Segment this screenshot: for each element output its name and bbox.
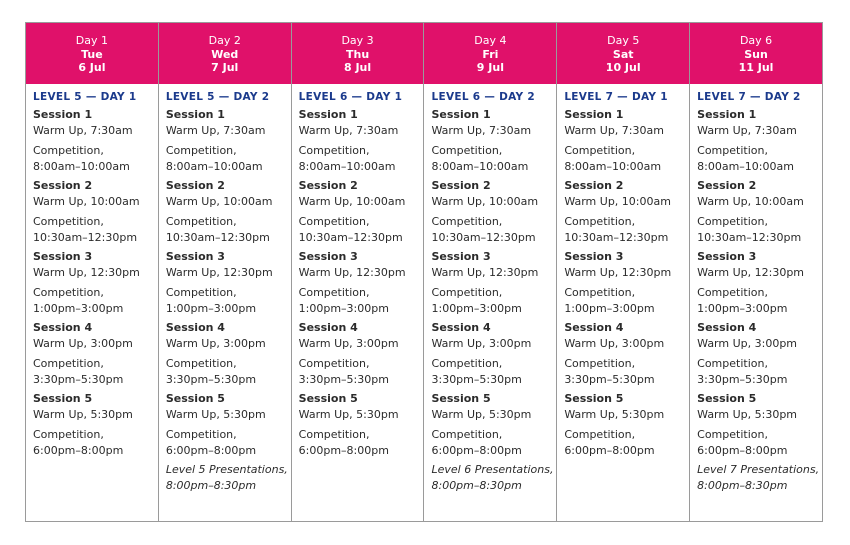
session-block: [166, 107, 291, 175]
session-block: [33, 249, 158, 317]
competition-label: Competition,: [165, 357, 237, 370]
session-name: Session 4: [697, 321, 757, 334]
competition-time: 8:00am–10:00am: [564, 160, 662, 173]
competition-time: 10:30am–12:30pm: [298, 231, 403, 244]
session-name: Session 2: [697, 179, 757, 192]
session-name: Session 1: [697, 108, 757, 121]
session-name: Session 3: [697, 250, 757, 263]
competition-label: Competition,: [564, 215, 636, 228]
day-label: Day 3: [341, 34, 374, 47]
warmup-time: Warm Up, 7:30am: [33, 124, 133, 137]
warmup-time: Warm Up, 10:00am: [165, 195, 273, 208]
session-name: Session 5: [697, 392, 757, 405]
session-block: [697, 249, 822, 317]
session-block: [431, 249, 556, 317]
date-label: 10 Jul: [605, 61, 641, 74]
competition-time: 10:30am–12:30pm: [564, 231, 669, 244]
date-label: 6 Jul: [78, 61, 106, 74]
presentations-note: [431, 462, 556, 494]
presentations-line: Level 7 Presentations,: [697, 463, 820, 476]
presentations-line: Level 5 Presentations,: [165, 463, 288, 476]
day-column: [26, 23, 158, 521]
weekday-label: Thu: [345, 47, 370, 61]
session-block: [33, 107, 158, 175]
competition-time: 3:30pm–5:30pm: [564, 373, 655, 386]
session-name: Session 1: [298, 108, 358, 121]
session-name: Session 3: [564, 250, 624, 263]
day-label: Day 6: [739, 34, 773, 47]
competition-label: Competition,: [33, 144, 104, 157]
session-name: Session 4: [165, 321, 225, 334]
day-header: [557, 23, 689, 84]
session-block: [431, 107, 556, 175]
day-body: [424, 84, 556, 494]
competition-time: 1:00pm–3:00pm: [165, 302, 257, 315]
competition-time: 8:00am–10:00am: [431, 160, 529, 173]
session-block: [431, 178, 556, 246]
level-heading: LEVEL 6 — DAY 2: [431, 91, 536, 103]
competition-label: Competition,: [165, 215, 237, 228]
competition-time: 3:30pm–5:30pm: [697, 373, 788, 386]
day-body: [159, 84, 291, 494]
competition-time: 10:30am–12:30pm: [431, 231, 536, 244]
competition-time: 8:00am–10:00am: [697, 160, 794, 173]
day-body: [690, 84, 822, 494]
competition-time: 8:00am–10:00am: [165, 160, 263, 173]
warmup-time: Warm Up, 10:00am: [33, 195, 140, 208]
presentations-line: 8:00pm–8:30pm: [165, 479, 257, 492]
session-block: [33, 178, 158, 246]
presentations-note: [166, 462, 291, 494]
session-name: Session 5: [298, 392, 358, 405]
session-name: Session 2: [33, 179, 93, 192]
date-label: 9 Jul: [476, 61, 504, 74]
warmup-time: Warm Up, 7:30am: [165, 124, 266, 137]
competition-time: 8:00am–10:00am: [298, 160, 396, 173]
warmup-time: Warm Up, 12:30pm: [697, 266, 805, 279]
competition-label: Competition,: [298, 144, 370, 157]
competition-label: Competition,: [564, 357, 636, 370]
session-name: Session 3: [298, 250, 358, 263]
day-header: [292, 23, 424, 84]
competition-label: Competition,: [165, 144, 237, 157]
competition-label: Competition,: [298, 286, 370, 299]
day-column: [689, 23, 822, 521]
competition-label: Competition,: [431, 428, 503, 441]
competition-time: 1:00pm–3:00pm: [564, 302, 655, 315]
competition-label: Competition,: [697, 144, 768, 157]
session-name: Session 2: [431, 179, 491, 192]
competition-label: Competition,: [165, 286, 237, 299]
weekday-label: Sat: [612, 47, 634, 61]
session-block: [564, 320, 689, 388]
competition-time: 3:30pm–5:30pm: [298, 373, 389, 386]
weekday-label: Wed: [211, 47, 239, 61]
warmup-time: Warm Up, 12:30pm: [564, 266, 672, 279]
session-name: Session 2: [165, 179, 225, 192]
warmup-time: Warm Up, 5:30pm: [431, 408, 532, 421]
competition-label: Competition,: [564, 286, 636, 299]
schedule-table: [25, 22, 823, 522]
day-label: Day 1: [75, 34, 109, 47]
session-name: Session 3: [165, 250, 225, 263]
warmup-time: Warm Up, 3:00pm: [431, 337, 532, 350]
competition-label: Competition,: [697, 286, 768, 299]
warmup-time: Warm Up, 10:00am: [431, 195, 539, 208]
session-name: Session 1: [33, 108, 93, 121]
session-block: [166, 178, 291, 246]
day-column: [423, 23, 556, 521]
competition-label: Competition,: [33, 286, 104, 299]
session-name: Session 1: [431, 108, 491, 121]
warmup-time: Warm Up, 7:30am: [697, 124, 797, 137]
competition-label: Competition,: [33, 428, 104, 441]
competition-time: 3:30pm–5:30pm: [431, 373, 522, 386]
presentations-line: 8:00pm–8:30pm: [697, 479, 788, 492]
competition-time: 1:00pm–3:00pm: [697, 302, 788, 315]
warmup-time: Warm Up, 5:30pm: [165, 408, 266, 421]
session-block: [166, 249, 291, 317]
warmup-time: Warm Up, 12:30pm: [431, 266, 539, 279]
competition-time: 1:00pm–3:00pm: [298, 302, 389, 315]
warmup-time: Warm Up, 7:30am: [564, 124, 664, 137]
warmup-time: Warm Up, 3:00pm: [564, 337, 665, 350]
warmup-time: Warm Up, 5:30pm: [298, 408, 399, 421]
session-name: Session 5: [564, 392, 624, 405]
competition-label: Competition,: [298, 357, 370, 370]
warmup-time: Warm Up, 3:00pm: [165, 337, 266, 350]
warmup-time: Warm Up, 12:30pm: [33, 266, 140, 279]
competition-time: 3:30pm–5:30pm: [165, 373, 257, 386]
competition-label: Competition,: [564, 428, 636, 441]
competition-label: Competition,: [431, 286, 503, 299]
competition-time: 1:00pm–3:00pm: [33, 302, 124, 315]
warmup-time: Warm Up, 3:00pm: [298, 337, 399, 350]
session-block: [697, 107, 822, 175]
warmup-time: Warm Up, 10:00am: [298, 195, 406, 208]
level-heading: LEVEL 5 — DAY 2: [165, 91, 270, 103]
date-label: 7 Jul: [211, 61, 239, 74]
competition-label: Competition,: [697, 428, 768, 441]
session-name: Session 4: [564, 321, 624, 334]
session-block: [299, 391, 424, 459]
day-header: [159, 23, 291, 84]
competition-time: 1:00pm–3:00pm: [431, 302, 522, 315]
day-body: [557, 84, 689, 462]
session-name: Session 5: [431, 392, 491, 405]
session-name: Session 4: [298, 321, 358, 334]
warmup-time: Warm Up, 3:00pm: [697, 337, 798, 350]
competition-label: Competition,: [298, 428, 370, 441]
level-heading: LEVEL 6 — DAY 1: [298, 91, 403, 103]
competition-label: Competition,: [298, 215, 370, 228]
day-header: [26, 23, 158, 84]
presentations-line: 8:00pm–8:30pm: [431, 479, 522, 492]
competition-label: Competition,: [431, 215, 503, 228]
competition-label: Competition,: [431, 357, 503, 370]
session-block: [299, 320, 424, 388]
warmup-time: Warm Up, 10:00am: [697, 195, 804, 208]
level-heading: LEVEL 7 — DAY 2: [697, 91, 801, 103]
day-label: Day 4: [474, 34, 507, 47]
session-block: [299, 107, 424, 175]
competition-label: Competition,: [564, 144, 636, 157]
session-block: [564, 178, 689, 246]
session-block: [166, 320, 291, 388]
session-block: [299, 178, 424, 246]
session-block: [697, 391, 822, 459]
presentations-line: Level 6 Presentations,: [431, 463, 554, 476]
day-label: Day 2: [208, 34, 241, 47]
weekday-label: Tue: [81, 47, 103, 61]
presentations-note: [697, 462, 822, 494]
competition-time: 8:00am–10:00am: [33, 160, 130, 173]
competition-label: Competition,: [697, 357, 768, 370]
warmup-time: Warm Up, 7:30am: [298, 124, 399, 137]
weekday-label: Fri: [482, 47, 499, 61]
competition-label: Competition,: [431, 144, 503, 157]
session-block: [33, 391, 158, 459]
session-name: Session 3: [33, 250, 93, 263]
session-block: [564, 107, 689, 175]
date-label: 8 Jul: [343, 61, 372, 74]
day-column: [556, 23, 689, 521]
competition-label: Competition,: [33, 357, 104, 370]
session-name: Session 1: [165, 108, 225, 121]
competition-time: 6:00pm–8:00pm: [431, 444, 522, 457]
competition-time: 10:30am–12:30pm: [165, 231, 270, 244]
session-name: Session 4: [33, 321, 93, 334]
competition-time: 6:00pm–8:00pm: [697, 444, 788, 457]
day-header: [424, 23, 556, 84]
session-block: [299, 249, 424, 317]
level-heading: LEVEL 7 — DAY 1: [564, 91, 668, 103]
competition-label: Competition,: [33, 215, 104, 228]
competition-time: 6:00pm–8:00pm: [564, 444, 655, 457]
day-body: [26, 84, 158, 462]
session-block: [431, 320, 556, 388]
day-column: [291, 23, 424, 521]
day-body: [292, 84, 424, 462]
day-label: Day 5: [607, 34, 640, 47]
competition-time: 3:30pm–5:30pm: [33, 373, 124, 386]
session-name: Session 2: [564, 179, 624, 192]
warmup-time: Warm Up, 12:30pm: [298, 266, 406, 279]
session-block: [166, 391, 291, 459]
session-name: Session 1: [564, 108, 624, 121]
session-block: [564, 249, 689, 317]
competition-time: 10:30am–12:30pm: [697, 231, 802, 244]
competition-label: Competition,: [697, 215, 768, 228]
competition-time: 6:00pm–8:00pm: [298, 444, 389, 457]
date-label: 11 Jul: [738, 61, 774, 74]
warmup-time: Warm Up, 12:30pm: [165, 266, 273, 279]
session-name: Session 4: [431, 321, 491, 334]
competition-label: Competition,: [165, 428, 237, 441]
session-block: [697, 178, 822, 246]
warmup-time: Warm Up, 5:30pm: [564, 408, 665, 421]
competition-time: 6:00pm–8:00pm: [165, 444, 257, 457]
session-block: [431, 391, 556, 459]
session-name: Session 2: [298, 179, 358, 192]
session-block: [33, 320, 158, 388]
warmup-time: Warm Up, 10:00am: [564, 195, 671, 208]
session-name: Session 3: [431, 250, 491, 263]
day-column: [158, 23, 291, 521]
session-block: [697, 320, 822, 388]
level-heading: LEVEL 5 — DAY 1: [33, 91, 137, 103]
session-name: Session 5: [33, 392, 93, 405]
warmup-time: Warm Up, 5:30pm: [697, 408, 798, 421]
weekday-label: Sun: [744, 47, 768, 61]
day-header: [690, 23, 822, 84]
session-block: [564, 391, 689, 459]
competition-time: 6:00pm–8:00pm: [33, 444, 124, 457]
warmup-time: Warm Up, 3:00pm: [33, 337, 133, 350]
session-name: Session 5: [165, 392, 225, 405]
warmup-time: Warm Up, 5:30pm: [33, 408, 133, 421]
warmup-time: Warm Up, 7:30am: [431, 124, 532, 137]
competition-time: 10:30am–12:30pm: [33, 231, 138, 244]
